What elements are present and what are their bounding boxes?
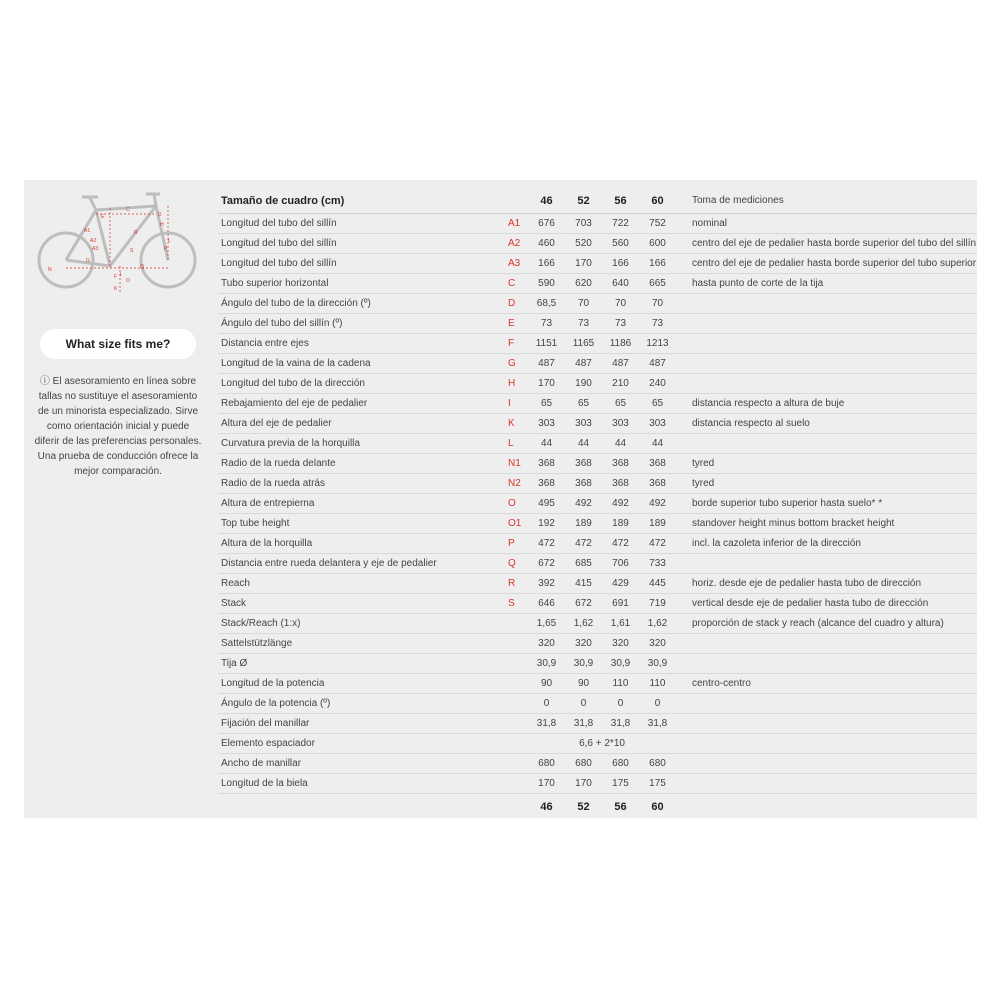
- measurement-note: [676, 554, 977, 574]
- table-row: [218, 594, 977, 614]
- size-value: 170: [528, 374, 565, 394]
- measurement-note: [676, 334, 977, 354]
- size-value: 415: [565, 574, 602, 594]
- size-value: 752: [639, 214, 676, 234]
- size-value: 320: [602, 634, 639, 654]
- size-advice-text: ⓘ El asesoramiento en línea sobre tallas no sustituye el asesoramiento de un minorista especializado. Sirve como orientación inicial y puede diferir de las preferencias personales. Una prueba de conducción ofrece la mejor comparación.: [34, 376, 202, 477]
- size-value: 30,9: [565, 654, 602, 674]
- size-value: 368: [602, 454, 639, 474]
- table-row: [218, 374, 977, 394]
- row-label: Tija Ø: [218, 654, 504, 674]
- row-label: Reach: [218, 574, 504, 594]
- size-value: 492: [565, 494, 602, 514]
- size-value: 719: [639, 594, 676, 614]
- size-value: 44: [565, 434, 602, 454]
- row-label: Distancia entre ejes: [218, 334, 504, 354]
- size-value: 520: [565, 234, 602, 254]
- measurement-note: vertical desde eje de pedalier hasta tubo de dirección: [676, 594, 977, 614]
- size-value: 672: [565, 594, 602, 614]
- size-value: 240: [639, 374, 676, 394]
- size-value: 303: [602, 414, 639, 434]
- size-value: 392: [528, 574, 565, 594]
- size-value: 73: [602, 314, 639, 334]
- measure-code: [504, 634, 528, 654]
- measurement-note: [676, 754, 977, 774]
- size-value: 90: [528, 674, 565, 694]
- size-value: 368: [528, 454, 565, 474]
- bike-geometry-diagram: [34, 192, 202, 304]
- diagram-label: L: [168, 238, 171, 244]
- size-value: 31,8: [528, 714, 565, 734]
- measure-code: [504, 674, 528, 694]
- size-value: 44: [602, 434, 639, 454]
- row-label: Distancia entre rueda delantera y eje de pedalier: [218, 554, 504, 574]
- measure-code: R: [504, 574, 528, 594]
- measurement-note: centro-centro: [676, 674, 977, 694]
- size-header-60: 60: [639, 188, 676, 214]
- row-label: Altura del eje de pedalier: [218, 414, 504, 434]
- table-row: [218, 494, 977, 514]
- size-value: 70: [565, 294, 602, 314]
- size-value: 487: [565, 354, 602, 374]
- size-value: 590: [528, 274, 565, 294]
- size-value: 65: [602, 394, 639, 414]
- table-row: [218, 554, 977, 574]
- diagram-label: I: [120, 272, 122, 278]
- diagram-label: D: [158, 212, 162, 218]
- size-value: 175: [639, 774, 676, 794]
- measure-code: L: [504, 434, 528, 454]
- measure-code: Q: [504, 554, 528, 574]
- size-value: 1,65: [528, 614, 565, 634]
- size-value: 190: [565, 374, 602, 394]
- row-label: Tubo superior horizontal: [218, 274, 504, 294]
- size-value: 445: [639, 574, 676, 594]
- size-value: 31,8: [639, 714, 676, 734]
- size-value: 30,9: [639, 654, 676, 674]
- diagram-label: P: [164, 246, 168, 252]
- table-row: [218, 574, 977, 594]
- size-footer: 46: [540, 800, 553, 813]
- size-value: 706: [602, 554, 639, 574]
- measure-code: I: [504, 394, 528, 414]
- measurement-note: distancia respecto al suelo: [676, 414, 977, 434]
- size-value: 685: [565, 554, 602, 574]
- size-value: 560: [602, 234, 639, 254]
- table-row: [218, 274, 977, 294]
- size-value: 320: [565, 634, 602, 654]
- size-footer: 52: [577, 800, 590, 813]
- table-row: [218, 754, 977, 774]
- table-row: [218, 434, 977, 454]
- size-value: 0: [528, 694, 565, 714]
- size-value: 192: [528, 514, 565, 534]
- measure-code: P: [504, 534, 528, 554]
- size-value: 691: [602, 594, 639, 614]
- table-row: [218, 774, 977, 794]
- geometry-table: [218, 188, 977, 819]
- measure-code: A1: [504, 214, 528, 234]
- size-value: 1,62: [639, 614, 676, 634]
- row-label: Sattelstützlänge: [218, 634, 504, 654]
- measurement-note: nominal: [676, 214, 977, 234]
- size-value: 320: [639, 634, 676, 654]
- size-value: 166: [528, 254, 565, 274]
- table-row: [218, 474, 977, 494]
- table-row: [218, 714, 977, 734]
- size-value: 44: [639, 434, 676, 454]
- size-value: 65: [565, 394, 602, 414]
- size-value: 487: [639, 354, 676, 374]
- diagram-label: N: [48, 267, 52, 273]
- size-value: 620: [565, 274, 602, 294]
- table-row: [218, 654, 977, 674]
- size-value: 1151: [528, 334, 565, 354]
- size-value: 495: [528, 494, 565, 514]
- row-label: Longitud de la biela: [218, 774, 504, 794]
- size-value: 320: [528, 634, 565, 654]
- down-tube: [110, 206, 156, 266]
- table-row: [218, 234, 977, 254]
- measurement-note: [676, 774, 977, 794]
- row-label: Radio de la rueda delante: [218, 454, 504, 474]
- measurement-note: [676, 434, 977, 454]
- size-value: 110: [639, 674, 676, 694]
- measurement-note: centro del eje de pedalier hasta borde superior del tubo superior: [676, 254, 977, 274]
- size-value: 368: [602, 474, 639, 494]
- size-value: 70: [639, 294, 676, 314]
- size-value: 170: [565, 254, 602, 274]
- size-value: 0: [602, 694, 639, 714]
- measurement-note: proporción de stack y reach (alcance del cuadro y altura): [676, 614, 977, 634]
- table-row: [218, 534, 977, 554]
- size-value: 303: [639, 414, 676, 434]
- table-row: [218, 394, 977, 414]
- size-value: 166: [602, 254, 639, 274]
- size-value: 680: [528, 754, 565, 774]
- size-value: 429: [602, 574, 639, 594]
- diagram-label: S: [130, 248, 134, 254]
- size-value: 1213: [639, 334, 676, 354]
- measure-code: [504, 614, 528, 634]
- table-row: [218, 254, 977, 274]
- measure-code: O: [504, 494, 528, 514]
- diagram-label: R: [134, 230, 138, 236]
- row-label: Longitud del tubo del sillín: [218, 234, 504, 254]
- size-value: 30,9: [528, 654, 565, 674]
- size-value: 65: [528, 394, 565, 414]
- measure-code: [504, 694, 528, 714]
- size-value: 303: [565, 414, 602, 434]
- size-value: 492: [602, 494, 639, 514]
- row-label: Longitud de la vaina de la cadena: [218, 354, 504, 374]
- measurement-note: [676, 374, 977, 394]
- table-row: [218, 294, 977, 314]
- size-value: 680: [602, 754, 639, 774]
- measure-code: A2: [504, 234, 528, 254]
- size-value: 189: [565, 514, 602, 534]
- measurement-note: [676, 294, 977, 314]
- measure-code: G: [504, 354, 528, 374]
- row-label: Longitud de la potencia: [218, 674, 504, 694]
- table-row: [218, 454, 977, 474]
- size-value: 90: [565, 674, 602, 694]
- measurement-note: standover height minus bottom bracket height: [676, 514, 977, 534]
- row-label: Elemento espaciador: [218, 734, 504, 754]
- size-value: 492: [639, 494, 676, 514]
- measurement-note: distancia respecto a altura de buje: [676, 394, 977, 414]
- table-row: [218, 414, 977, 434]
- row-label: Longitud del tubo del sillín: [218, 214, 504, 234]
- measure-code: D: [504, 294, 528, 314]
- size-value: 175: [602, 774, 639, 794]
- measurement-note: centro del eje de pedalier hasta borde superior del tubo del sillín: [676, 234, 977, 254]
- row-label: Stack: [218, 594, 504, 614]
- size-value: 640: [602, 274, 639, 294]
- size-value: 189: [639, 514, 676, 534]
- row-label: Ángulo del tubo del sillín (º): [218, 314, 504, 334]
- size-value: 487: [528, 354, 565, 374]
- table-footer-row: [218, 794, 977, 820]
- measure-code: [504, 714, 528, 734]
- row-label: Ángulo de la potencia (º): [218, 694, 504, 714]
- size-value: 170: [565, 774, 602, 794]
- size-value: 210: [602, 374, 639, 394]
- size-value: 70: [602, 294, 639, 314]
- size-value: 73: [639, 314, 676, 334]
- size-value: 31,8: [565, 714, 602, 734]
- size-value: 368: [565, 454, 602, 474]
- size-value: 368: [639, 454, 676, 474]
- measurement-note: tyred: [676, 474, 977, 494]
- measurement-note: [676, 634, 977, 654]
- size-value: 189: [602, 514, 639, 534]
- row-label: Ángulo del tubo de la dirección (º): [218, 294, 504, 314]
- size-value: 30,9: [602, 654, 639, 674]
- size-value: 703: [565, 214, 602, 234]
- measure-code: H: [504, 374, 528, 394]
- row-label: Fijación del manillar: [218, 714, 504, 734]
- size-value: 665: [639, 274, 676, 294]
- stem: [154, 194, 156, 206]
- table-row: [218, 214, 977, 234]
- size-value: 0: [565, 694, 602, 714]
- measurement-note: [676, 314, 977, 334]
- table-row: [218, 694, 977, 714]
- size-value: 368: [528, 474, 565, 494]
- size-value: 368: [639, 474, 676, 494]
- measure-code: F: [504, 334, 528, 354]
- measurement-note: [676, 654, 977, 674]
- measurement-note: [676, 714, 977, 734]
- measure-code: K: [504, 414, 528, 434]
- measure-code: [504, 654, 528, 674]
- size-value: 31,8: [602, 714, 639, 734]
- table-row: [218, 314, 977, 334]
- size-value: 676: [528, 214, 565, 234]
- table-header-row: [218, 188, 977, 214]
- row-label: Altura de entrepierna: [218, 494, 504, 514]
- size-value: 170: [528, 774, 565, 794]
- row-label: Top tube height: [218, 514, 504, 534]
- row-label: Stack/Reach (1:x): [218, 614, 504, 634]
- size-value: 722: [602, 214, 639, 234]
- seat-post: [90, 198, 96, 210]
- size-value: 472: [602, 534, 639, 554]
- diagram-label: F: [114, 274, 118, 280]
- table-row: [218, 734, 977, 754]
- size-header-46: 46: [528, 188, 565, 214]
- size-value: 65: [639, 394, 676, 414]
- measurement-note: tyred: [676, 454, 977, 474]
- measurement-note: incl. la cazoleta inferior de la dirección: [676, 534, 977, 554]
- row-label: Curvatura previa de la horquilla: [218, 434, 504, 454]
- table-row: [218, 354, 977, 374]
- size-value: 487: [602, 354, 639, 374]
- diagram-label: H: [160, 222, 164, 228]
- size-value: 733: [639, 554, 676, 574]
- size-advice-column: [24, 180, 212, 818]
- measurement-note: [676, 694, 977, 714]
- row-label: Ancho de manillar: [218, 754, 504, 774]
- size-value: 110: [602, 674, 639, 694]
- diagram-label: A2: [90, 238, 97, 244]
- diagram-label: O: [126, 278, 130, 284]
- what-size-fits-me-button[interactable]: What size fits me?: [40, 329, 196, 359]
- measurement-note: horiz. desde eje de pedalier hasta tubo de dirección: [676, 574, 977, 594]
- size-value: 1,62: [565, 614, 602, 634]
- measure-code: O1: [504, 514, 528, 534]
- size-value: 1,61: [602, 614, 639, 634]
- diagram-label: C: [126, 207, 130, 213]
- size-value: 44: [528, 434, 565, 454]
- measure-code: C: [504, 274, 528, 294]
- table-row: [218, 514, 977, 534]
- size-header-52: 52: [565, 188, 602, 214]
- size-value: 1165: [565, 334, 602, 354]
- measure-code: [504, 754, 528, 774]
- diagram-label: K: [114, 286, 118, 292]
- measure-code: N2: [504, 474, 528, 494]
- merged-value: 6,6 + 2*10: [528, 734, 676, 754]
- diagram-label: G: [86, 258, 90, 264]
- row-label: Radio de la rueda atrás: [218, 474, 504, 494]
- size-value: 460: [528, 234, 565, 254]
- measurement-note: [676, 734, 977, 754]
- size-value: 68,5: [528, 294, 565, 314]
- size-footer: 60: [651, 800, 664, 813]
- size-value: 0: [639, 694, 676, 714]
- table-row: [218, 334, 977, 354]
- measure-code: N1: [504, 454, 528, 474]
- measure-code: E: [504, 314, 528, 334]
- measurement-note: hasta punto de corte de la tija: [676, 274, 977, 294]
- measurement-note: borde superior tubo superior hasta suelo* *: [676, 494, 977, 514]
- diagram-label: Q: [140, 264, 144, 270]
- size-value: 680: [565, 754, 602, 774]
- diagram-label: E: [101, 214, 105, 220]
- row-label: Longitud del tubo del sillín: [218, 254, 504, 274]
- geometry-panel: [24, 180, 977, 818]
- size-value: 672: [528, 554, 565, 574]
- size-footer: 56: [614, 800, 627, 813]
- size-value: 600: [639, 234, 676, 254]
- size-value: 472: [639, 534, 676, 554]
- measure-code: S: [504, 594, 528, 614]
- measurement-header: Toma de mediciones: [676, 188, 977, 214]
- size-value: 680: [639, 754, 676, 774]
- measurement-note: [676, 354, 977, 374]
- row-label: Rebajamiento del eje de pedalier: [218, 394, 504, 414]
- size-value: 1186: [602, 334, 639, 354]
- size-value: 73: [565, 314, 602, 334]
- table-row: [218, 674, 977, 694]
- size-header-56: 56: [602, 188, 639, 214]
- size-value: 303: [528, 414, 565, 434]
- row-label: Longitud del tubo de la dirección: [218, 374, 504, 394]
- measure-code: [504, 774, 528, 794]
- measure-code: [504, 734, 528, 754]
- measure-code: A3: [504, 254, 528, 274]
- table-row: [218, 634, 977, 654]
- size-value: 472: [565, 534, 602, 554]
- size-value: 368: [565, 474, 602, 494]
- diagram-label: A1: [84, 228, 91, 234]
- size-value: 73: [528, 314, 565, 334]
- size-value: 646: [528, 594, 565, 614]
- frame-size-header: Tamaño de cuadro (cm): [218, 188, 504, 214]
- row-label: Altura de la horquilla: [218, 534, 504, 554]
- size-value: 472: [528, 534, 565, 554]
- table-row: [218, 614, 977, 634]
- size-value: 166: [639, 254, 676, 274]
- diagram-label: A3: [92, 246, 99, 252]
